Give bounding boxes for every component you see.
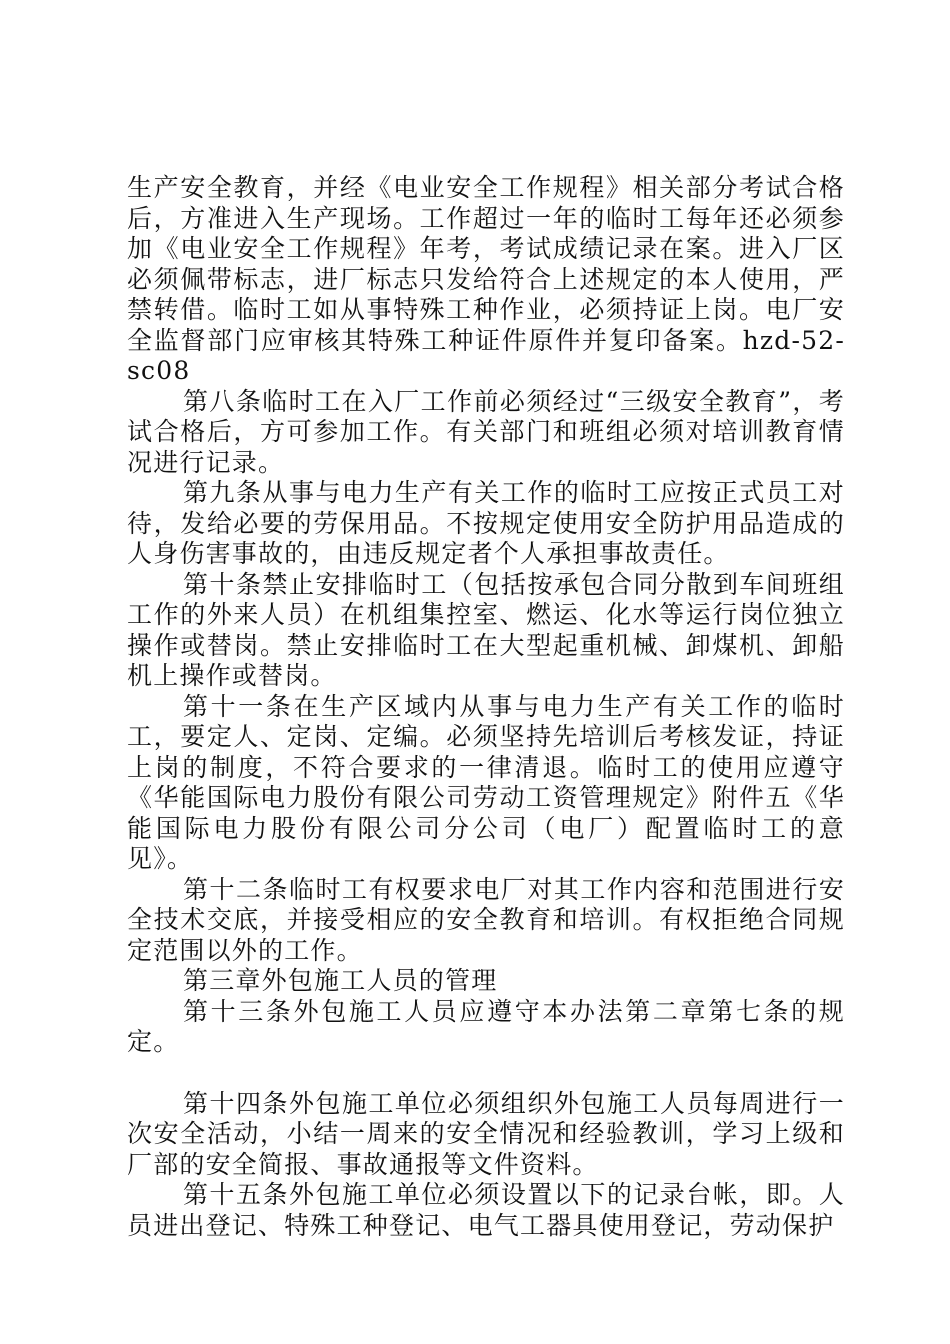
article-12: 第十二条临时工有权要求电厂对其工作内容和范围进行安全技术交底，并接受相应的安全教育和培训。有权拒绝合同规定范围以外的工作。 [127,874,845,965]
blank-line [127,1058,845,1089]
article-8: 第八条临时工在入厂工作前必须经过“三级安全教育”，考试合格后，方可参加工作。有关部门和班组必须对培训教育情况进行记录。 [127,386,845,477]
chapter-3-heading: 第三章外包施工人员的管理 [183,966,498,995]
article-9: 第九条从事与电力生产有关工作的临时工应按正式员工对待，发给必要的劳保用品。不按规定使用安全防护用品造成的人身伤害事故的，由违反规定者个人承担事故责任。 [127,478,845,568]
article-15: 第十五条外包施工单位必须设置以下的记录台帐，即。人员进出登记、特殊工种登记、电气工器具使用登记，劳动保护 [127,1180,845,1240]
article-13: 第十三条外包施工人员应遵守本办法第二章第七条的规定。 [127,996,845,1056]
paragraph-continuation: 生产安全教育，并经《电业安全工作规程》相关部分考试合格后，方准进入生产现场。工作超过一年的临时工每年还必须参加《电业安全工作规程》年考，考试成绩记录在案。进入厂区必须佩带标志，进厂标志只发给符合上述规定的本人使用，严禁转借。临时工如从事特殊工种作业，必须持证上岗。电厂安全监督部门应审核其特殊工种证件原件并复印备案。hzd-52-sc08 [127,173,845,385]
article-14: 第十四条外包施工单位必须组织外包施工人员每周进行一次安全活动，小结一周来的安全情况和经验教训，学习上级和厂部的安全简报、事故通报等文件资料。 [127,1088,845,1179]
document-body [127,173,845,1241]
article-11: 第十一条在生产区域内从事与电力生产有关工作的临时工，要定人、定岗、定编。必须坚持先培训后考核发证，持证上岗的制度，不符合要求的一律清退。临时工的使用应遵守《华能国际电力股份有限公司劳动工资管理规定》附件五《华能国际电力股份有限公司分公司（电厂）配置临时工的意见》。 [127,691,845,873]
article-10: 第十条禁止安排临时工（包括按承包合同分散到车间班组工作的外来人员）在机组集控室、燃运、化水等运行岗位独立操作或替岗。禁止安排临时工在大型起重机械、卸煤机、卸船机上操作或替岗。 [127,569,845,690]
